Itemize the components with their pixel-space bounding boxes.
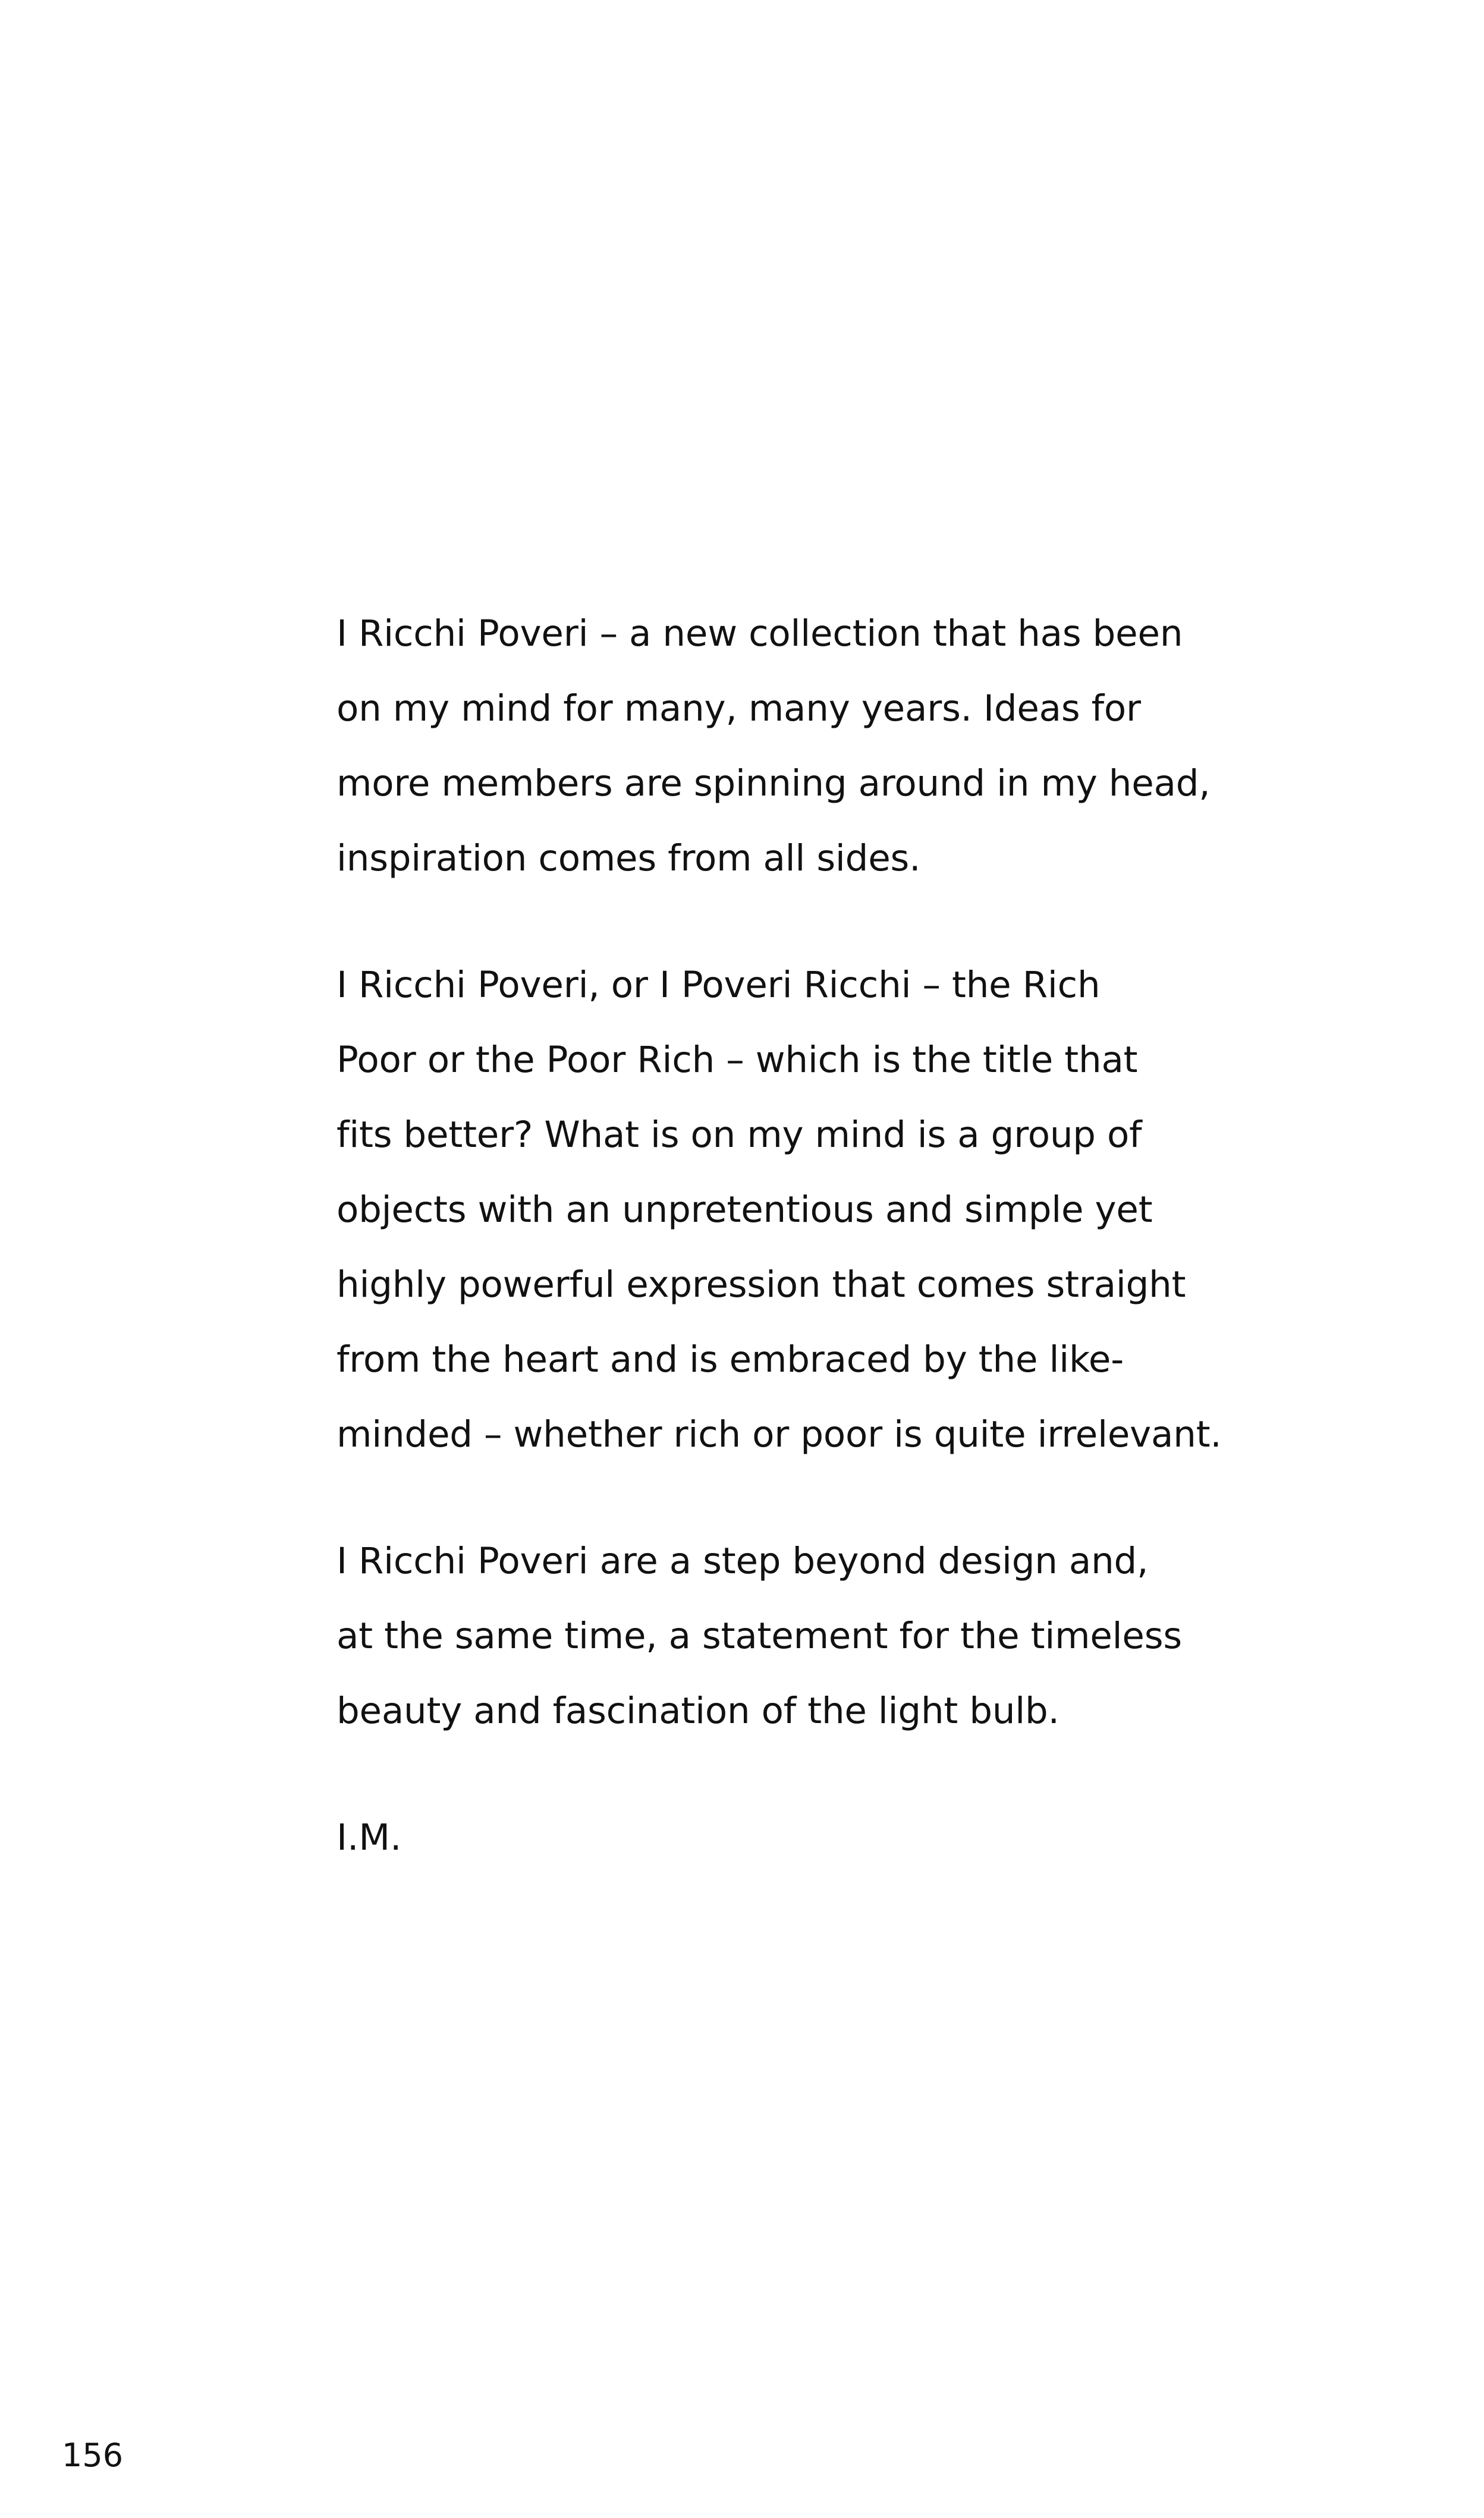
- text-line: at the same time, a statement for the timeless: [337, 1615, 1182, 1657]
- text-line: I Ricchi Poveri, or I Poveri Ricchi – the Rich: [337, 964, 1101, 1006]
- text-line: I Ricchi Poveri – a new collection that has been: [337, 612, 1183, 655]
- page-number: 156: [62, 2437, 124, 2474]
- text-line: minded – whether rich or poor is quite irrelevant.: [337, 1413, 1222, 1456]
- paragraph-1: [337, 596, 1216, 896]
- text-line: inspiration comes from all sides.: [337, 837, 921, 879]
- body-text: [337, 596, 1222, 1875]
- text-line: Poor or the Poor Rich – which is the title that: [337, 1039, 1138, 1081]
- text-line: objects with an unpretentious and simple yet: [337, 1189, 1153, 1231]
- text-line: on my mind for many, many years. Ideas for: [337, 687, 1141, 730]
- text-line: beauty and fascination of the light bulb.: [337, 1690, 1059, 1732]
- text-line: fits better? What is on my mind is a group of: [337, 1114, 1142, 1156]
- author-signature: I.M.: [337, 1816, 402, 1859]
- text-line: more members are spinning around in my head,: [337, 762, 1211, 804]
- text-line: I Ricchi Poveri are a step beyond design and,: [337, 1540, 1149, 1582]
- text-line: highly powerful expression that comes straight: [337, 1263, 1186, 1306]
- paragraph-2: [337, 948, 1222, 1472]
- paragraph-3: [337, 1524, 1216, 1749]
- text-line: from the heart and is embraced by the like-: [337, 1338, 1124, 1381]
